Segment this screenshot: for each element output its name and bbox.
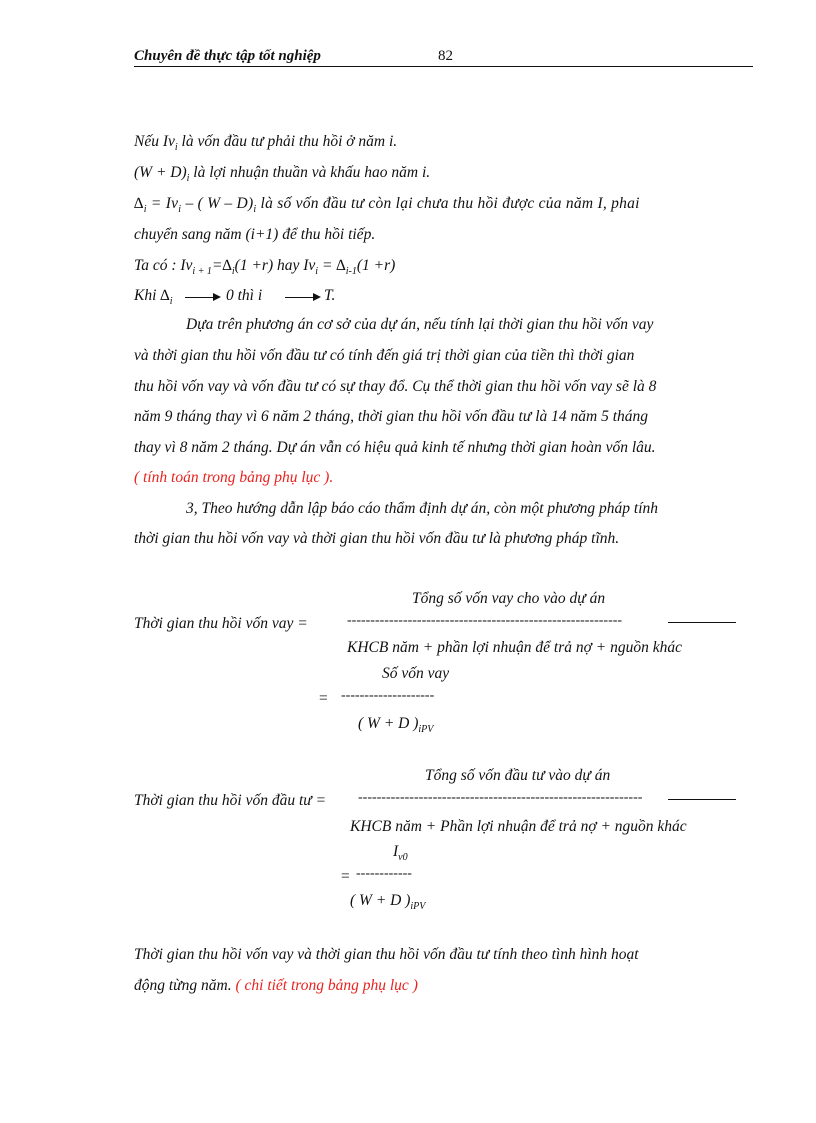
para2-line-1: 3, Theo hướng dẫn lập báo cáo thẩm định dự án, còn một phương pháp tính: [186, 500, 659, 517]
note-appendix-2: ( chi tiết trong bảng phụ lục ): [231, 977, 418, 994]
formula2-num2: $I_{v0}$: [393, 843, 408, 864]
formula1-fraction-bar-2: --------------------: [341, 688, 435, 703]
header-title: Chuyên đề thực tập tốt nghiệp: [134, 48, 321, 64]
arrow-icon: [285, 297, 319, 298]
formula2-fraction-bar-2: ------------: [356, 866, 412, 881]
formula1-denominator: KHCB năm + phần lợi nhuận để trả nợ + nguồn khác: [347, 639, 682, 656]
para1-line-4: năm 9 tháng thay vì 6 năm 2 tháng, thời gian thu hồi vốn đầu tư là 14 năm 5 tháng: [134, 408, 648, 425]
formula2-fraction-rule: [668, 799, 736, 800]
formula2-denominator: KHCB năm + Phần lợi nhuận để trả nợ + nguồn khác: [350, 818, 687, 835]
formula2-label: Thời gian thu hồi vốn đầu tư =: [134, 792, 327, 809]
formula2-fraction-bar: -------------------------------------------------------------: [358, 790, 643, 805]
para1-line-1: Dựa trên phương án cơ sở của dự án, nếu tính lại thời gian thu hồi vốn vay: [186, 316, 654, 333]
closing-line-1: Thời gian thu hồi vốn vay và thời gian thu hồi vốn đầu tư tính theo tình hình hoạt: [134, 946, 639, 963]
formula2-eq2: =: [340, 868, 351, 885]
header-rule: [134, 66, 753, 67]
formula1-num2: Số vốn vay: [382, 665, 450, 682]
formula1-fraction-rule: [668, 622, 736, 623]
def-line-6-mid: 0 thì i: [226, 287, 263, 304]
formula1-fraction-bar: -----------------------------------------------------------: [347, 613, 623, 628]
note-appendix-1: ( tính toán trong bảng phụ lục ).: [134, 469, 334, 486]
def-line-6-end: T.: [324, 287, 336, 304]
closing-line-2: động từng năm. ( chi tiết trong bảng phụ lục ): [134, 977, 418, 994]
formula2-numerator: Tổng số vốn đầu tư vào dự án: [425, 767, 611, 784]
def-line-3: $\Delta_i = Iv_i$ – ( W – $D)_i$ là số vốn đầu tư còn lại chưa thu hồi được của năm I, phai: [134, 195, 640, 216]
formula1-eq2: =: [318, 690, 329, 707]
para2-line-2: thời gian thu hồi vốn vay và thời gian thu hồi vốn đầu tư là phương pháp tĩnh.: [134, 530, 620, 547]
arrow-icon: [185, 297, 219, 298]
formula1-numerator: Tổng số vốn vay cho vào dự án: [412, 590, 606, 607]
para1-line-3: thu hồi vốn vay và vốn đầu tư có sự thay đổ. Cụ thể thời gian thu hồi vốn vay sẽ là 8: [134, 378, 657, 395]
def-line-4: chuyển sang năm (i+1) để thu hồi tiếp.: [134, 226, 376, 243]
def-line-1: Nếu $Iv_i$ là vốn đầu tư phải thu hồi ở năm i.: [134, 133, 398, 154]
page-number: 82: [438, 48, 453, 64]
para1-line-5: thay vì 8 năm 2 tháng. Dự án vẫn có hiệu quả kinh tế nhưng thời gian hoàn vốn lâu.: [134, 439, 656, 456]
def-line-2: $(W + D)_i$ là lợi nhuận thuần và khấu hao năm i.: [134, 164, 431, 185]
def-line-6: Khi $\Delta_i$: [134, 287, 173, 308]
formula1-label: Thời gian thu hồi vốn vay =: [134, 615, 308, 632]
para1-line-2: và thời gian thu hồi vốn đầu tư có tính đến giá trị thời gian của tiền thì thời gian: [134, 347, 635, 364]
def-line-5: Ta có : $Iv_{i + 1}=\Delta_i(1 +r)$ hay $Iv_i = \Delta_{i-1}(1 +r)$: [134, 257, 396, 278]
formula1-den2: ( W + D )$_{iPV}$: [358, 715, 434, 736]
formula2-den2: ( W + D )$_{iPV}$: [350, 892, 426, 913]
